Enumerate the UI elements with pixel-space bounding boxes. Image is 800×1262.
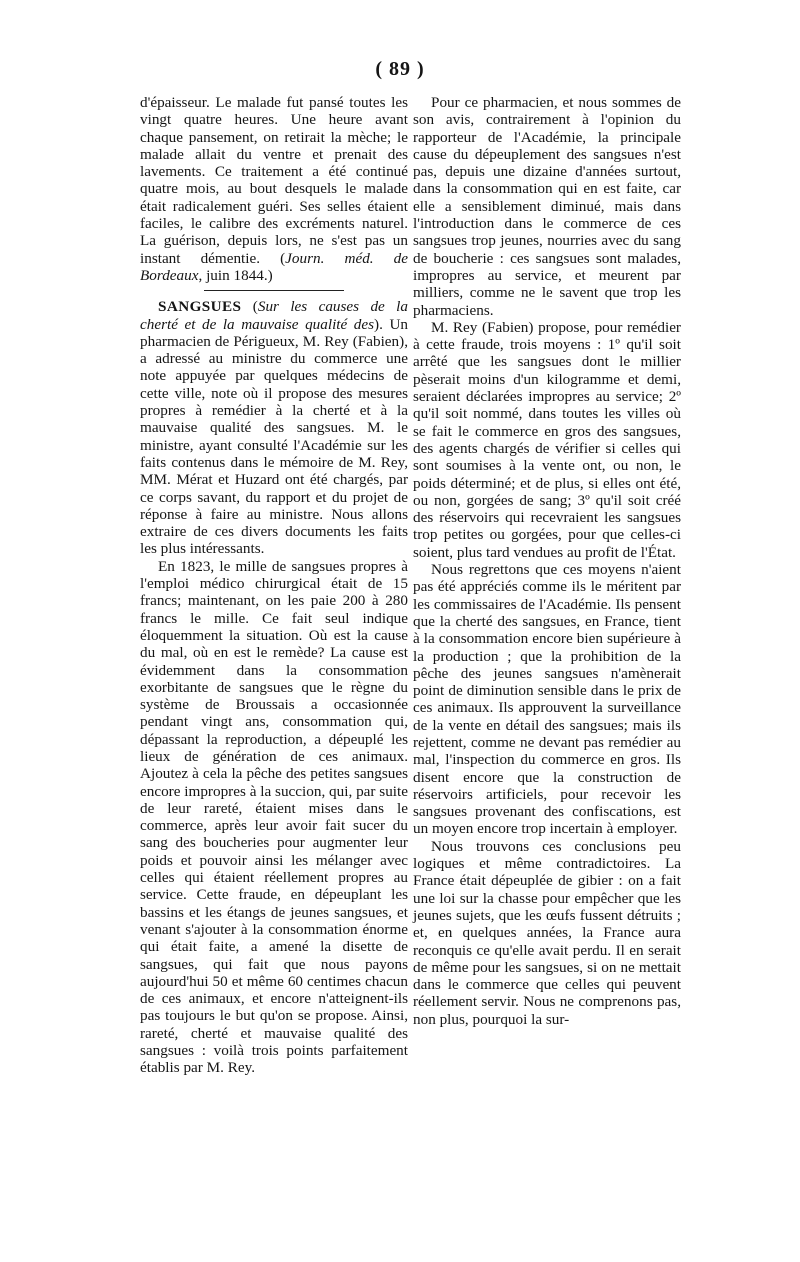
entry-subtitle: Sur les causes de la cherté et de la mauvaise qualité des (140, 298, 409, 333)
left-paragraph-3: En 1823, le mille de sangsues propres à l'emploi médico chirurgical était de 15 francs; maintenant, on les paie 200 à 280 francs le mille. Ce fait seul indique éloquemment la situation. Où est la cause du mal, où en est le remède? La cause est évidemment dans la consommation exorbitante de sangsues que le règne du système de Broussais a occasionnée pendant vingt ans, consommation qui, dépassant la reproduction, a dépeuplé les lieux de génération de ces animaux. Ajoutez à cela la pêche des petites sangsues encore impropres à la succion, qui, par suite de leur rareté, étaient mises dans le commerce, après leur avoir fait sucer du sang des boucheries pour augmenter leur poids et pouvoir ainsi les mélanger avec celles qui étaient réellement propres au service. Cette fraude, en dépeuplant les bassins et les étangs de jeunes sangsues, et venant s'ajouter à la consommation énorme qui était faite, a amené la disette de sangsues, qui fait que nous payons aujourd'hui 50 et même 60 centimes chacun de ces animaux, et encore n'atteignent-ils pas toujours le but qu'on se propose. Ainsi, rareté, cherté et mauvaise qualité des sangsues : voilà trois points parfaitement établis par M. Rey. (140, 557, 408, 1077)
page-number: ( 89 ) (375, 58, 425, 80)
left-paragraph-2-body: Un pharmacien de Périgueux, M. Rey (Fabien), a adressé au ministre du commerce une note appuyée par quelques médecins de cette ville, note où il propose des mesures propres à remédier à la cherté et à la mauvaise qualité des sangsues. M. le ministre, ayant consulté l'Académie sur les faits contenus dans le mémoire de M. Rey, MM. Mérat et Huzard ont été chargés, par ce corps savant, du rapport et du projet de réponse à faire au ministre. Nous allons extraire de ces divers documents les faits les plus intéressants. (140, 315, 408, 558)
right-paragraph-2: M. Rey (Fabien) propose, pour remédier à cette fraude, trois moyens : 1º qu'il soit arrêté que les sangsues dont le millier pèserait moins d'un kilogramme et demi, seraient déclarées impropres au service; 2º qu'il soit nommé, dans toutes les villes où se fait le commerce en gros des sangsues, des agents chargés de vérifier si celles qui sont soumises à la vente ont, ou non, le poids déterminé; et de plus, si elles ont été, ou non, gorgées de sang; 3º qu'il soit créé des réservoirs qui recevraient les sangsues trop petites ou gorgées, pour que celles-ci soient, plus tard vendues au profit de l'État. (413, 318, 681, 561)
left-column (140, 94, 408, 1077)
source-citation: Journ. méd. de Bordeaux (140, 249, 408, 284)
right-paragraph-1: Pour ce pharmacien, et nous sommes de son avis, contrairement à l'opinion du rapporteur de l'Académie, la principale cause du dépeuplement des sangsues n'est pas, depuis une dizaine d'années surtout, dans la consommation qui en est faite, car elle a sensiblement diminué, mais dans l'introduction dans le commerce de ces sangsues trop jeunes, nourries avec du sang de boucherie : ces sangsues sont malades, impropres au service, et meurent par milliers, comme ne le savent que trop les pharmaciens. (413, 94, 681, 319)
entry-subtitle-open: ( (241, 298, 258, 316)
entry-subtitle-close: ). (374, 315, 390, 333)
left-paragraph-1-tail: , juin 1844.) (198, 266, 273, 284)
left-paragraph-1 (140, 94, 408, 284)
left-paragraph-1-text: d'épaisseur. Le malade fut pansé toutes les vingt quatre heures. Une heure avant chaque pansement, on retirait la mèche; le malade allait du ventre et prenait des lavements. Ce traitement a été continué quatre mois, au bout desquels le malade était radicalement guéri. Ses selles étaient faciles, le calibre des excréments naturel. La guérison, depuis lors, ne s'est pas un instant démentie. ( (140, 94, 408, 267)
left-paragraph-2 (140, 298, 408, 557)
right-paragraph-4: Nous trouvons ces conclusions peu logiques et même contradictoires. La France était dépeuplée de gibier : on a fait une loi sur la chasse pour empêcher que les jeunes sujets, que les œufs fussent détruits ; et, en quelques années, la France aura reconquis ce qu'elle avait perdu. Il en serait de même pour les sangsues, si on ne mettait dans le commerce que celles qui peuvent réellement servir. Nous ne comprenons pas, non plus, pourquoi la sur- (413, 837, 681, 1028)
right-paragraph-3: Nous regrettons que ces moyens n'aient pas été appréciés comme ils le méritent par les commissaires de l'Académie. Ils pensent que la cherté des sangsues, en France, tient à la consommation encore bien supérieure à la production ; que la prohibition de la pêche des jeunes sangsues n'amènerait point de diminution sensible dans le prix de ces animaux. Ils approuvent la surveillance de la vente en détail des sangsues; mais ils rejettent, comme ne devant pas remédier au mal, l'inspection du commerce en gros. Ils disent encore que la construction de réservoirs artificiels, pour recevoir les sangsues provenant des confiscations, est un moyen encore trop incertain à employer. (413, 561, 681, 838)
section-divider (204, 290, 344, 291)
right-column (413, 94, 681, 1028)
entry-heading: SANGSUES (158, 298, 242, 316)
